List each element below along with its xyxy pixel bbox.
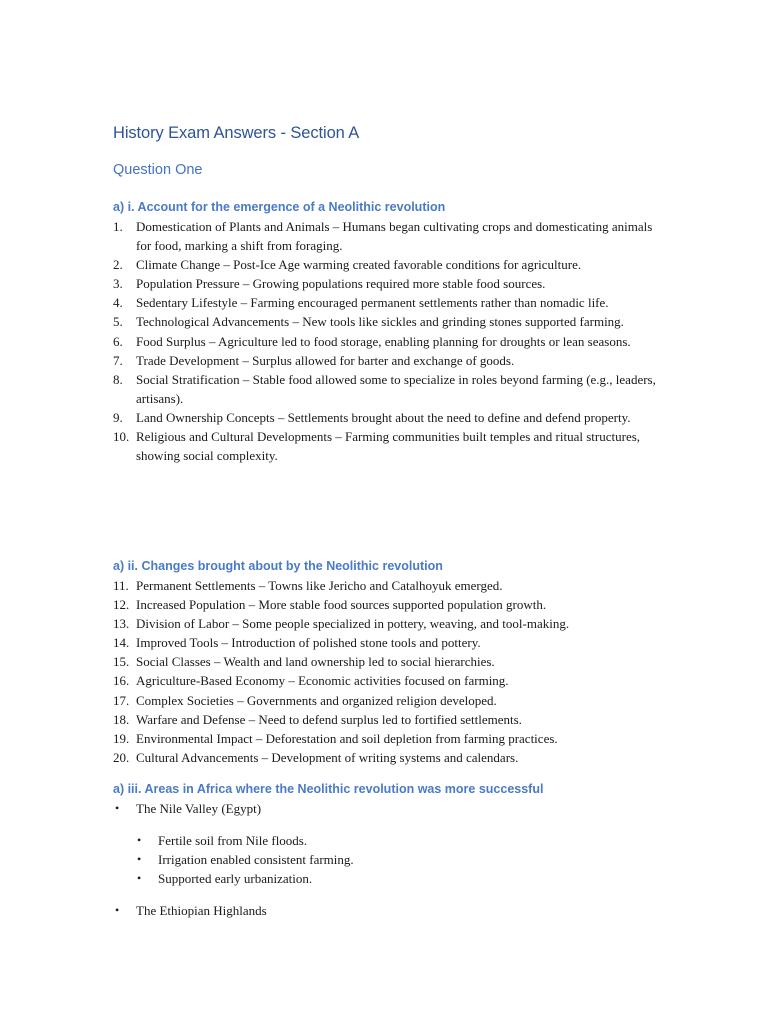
list-item: 12. Increased Population – More stable food sources supported population growth. [113, 597, 547, 613]
sub-list-item: • Fertile soil from Nile floods. [113, 831, 658, 850]
list-item: 6. Food Surplus – Agriculture led to food storage, enabling planning for droughts or lean seasons. [113, 333, 631, 349]
list-item: 2. Climate Change – Post-Ice Age warming created favorable conditions for agriculture. [113, 257, 582, 273]
bullet-icon: • [137, 852, 142, 867]
list-item: 19. Environmental Impact – Deforestation and soil depletion from farming practices. [113, 730, 558, 746]
bullet-icon: • [115, 903, 120, 918]
bullet-icon: • [137, 833, 142, 848]
list-item: 20. Cultural Advancements – Development of writing systems and calendars. [113, 749, 519, 765]
bullet-icon: • [137, 871, 142, 886]
list-item: 14. Improved Tools – Introduction of polished stone tools and pottery. [113, 635, 481, 651]
list-item: • The Nile Valley (Egypt) [113, 799, 658, 818]
list-item: 9. Land Ownership Concepts – Settlements brought about the need to define and defend property. [113, 409, 631, 425]
section-changes [113, 557, 658, 767]
list-item: 10. Religious and Cultural Developments – Farming communities built temples and ritual structures, showing social complexity. [113, 429, 641, 464]
list-item: 17. Complex Societies – Governments and organized religion developed. [113, 692, 497, 708]
list-item: 13. Division of Labor – Some people specialized in pottery, weaving, and tool-making. [113, 616, 570, 632]
list-item: 18. Warfare and Defense – Need to defend surplus led to fortified settlements. [113, 711, 522, 727]
list-item: • The Ethiopian Highlands [113, 901, 658, 920]
list-item: 15. Social Classes – Wealth and land ownership led to social hierarchies. [113, 654, 495, 670]
list-item: 3. Population Pressure – Growing populations required more stable food sources. [113, 276, 546, 292]
section-emergence [113, 198, 658, 465]
sub-list-item: • Supported early urbanization. [113, 869, 658, 888]
bullet-icon: • [115, 801, 120, 815]
list-item: 4. Sedentary Lifestyle – Farming encouraged permanent settlements rather than nomadic life. [113, 295, 609, 311]
list-item: 1. Domestication of Plants and Animals – Humans began cultivating crops and domesticating animals for food, marking a shift from foraging. [113, 219, 653, 254]
list-item: 5. Technological Advancements – New tools like sickles and grinding stones supported farming. [113, 314, 624, 330]
list-item: 8. Social Stratification – Stable food allowed some to specialize in roles beyond farming (e.g., leaders, artisans). [113, 371, 656, 406]
question-heading: Question One [113, 162, 203, 178]
list-item: 11. Permanent Settlements – Towns like Jericho and Catalhoyuk emerged. [113, 578, 503, 593]
list-item: 16. Agriculture-Based Economy – Economic activities focused on farming. [113, 673, 509, 689]
document-title: History Exam Answers - Section A [113, 124, 360, 142]
list-item: 7. Trade Development – Surplus allowed for barter and exchange of goods. [113, 352, 515, 368]
section-heading: a) iii. Areas in Africa where the Neolithic revolution was more successful [113, 782, 544, 796]
section-africa-areas [113, 780, 658, 920]
section-heading: a) i. Account for the emergence of a Neolithic revolution [113, 200, 446, 214]
section-heading: a) ii. Changes brought about by the Neolithic revolution [113, 559, 443, 573]
sub-list-item: • Irrigation enabled consistent farming. [113, 850, 658, 869]
